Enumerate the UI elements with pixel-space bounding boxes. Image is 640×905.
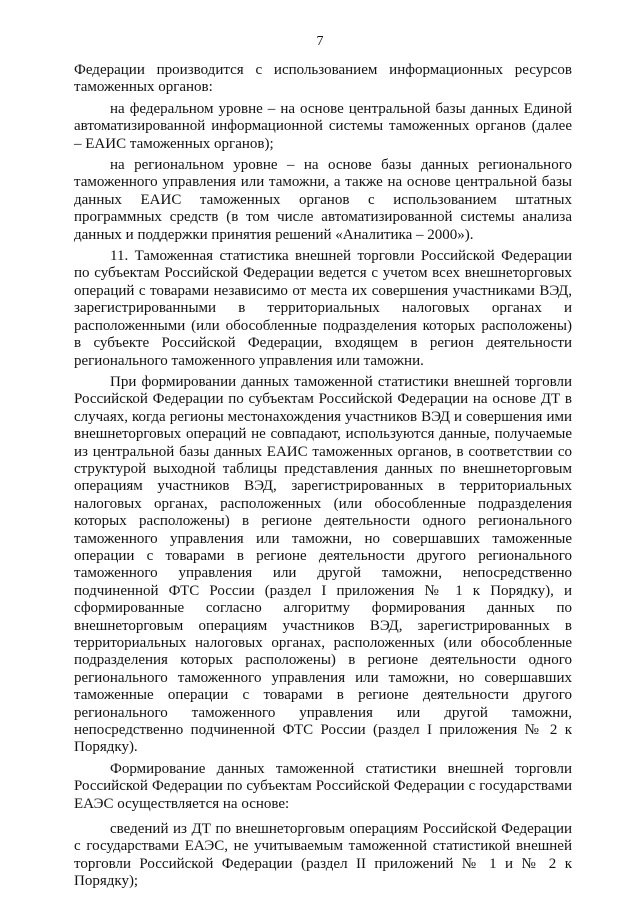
paragraph-federal-level: на федеральном уровне – на основе центральной базы данных Единой автоматизированной информационной системы таможенных органов (далее – ЕАИС таможенных органов);: [74, 100, 572, 152]
paragraph-regional-level: на региональном уровне – на основе базы данных регионального таможенного управления или таможни, а также на основе центральной базы данных ЕАИС таможенных органов с использованием штатных программных средств (в том числе автоматизированной системы анализа данных и поддержки принятия решений «Аналитика – 2000»).: [74, 157, 572, 243]
paragraph-formation-eaeu: Формирование данных таможенной статистики внешней торговли Российской Федерации по субъектам Российской Федерации с государствами ЕАЭС осуществляется на основе:: [74, 760, 572, 812]
paragraph-formation-dt: При формировании данных таможенной статистики внешней торговли Российской Федерации по субъектам Российской Федерации на основе ДТ в случаях, когда регионы местонахождения участников ВЭД и совершения ими внешнеторговых операций не совпадают, используются данные, получаемые из центральной базы данных ЕАИС таможенных органов, в соответствии со структурой выходной таблицы представления данных по внешнеторговым операциям участников ВЭД, зарегистрированных в территориальных налоговых органах, расположенных (или обособленные подразделения которых расположены) в регионе деятельности одного регионального таможенного управления или таможни, но совершавших таможенные операции с товарами в регионе деятельности другого регионального таможенного управления или другой таможни, непосредственно подчиненной ФТС России (раздел I приложения № 1 к Порядку), и сформированные согласно алгоритму формирования данных по внешнеторговым операциям участников ВЭД, зарегистрированных в территориальных налоговых органах, расположенных (или обособленные подразделения которых расположены) в регионе деятельности одного регионального таможенного управления или таможни, но совершавших таможенные операции с товарами в регионе деятельности другого регионального таможенного управления или другой таможни, непосредственно подчиненной ФТС России (раздел I приложения № 2 к Порядку).: [74, 373, 572, 756]
paragraph-item-11: 11. Таможенная статистика внешней торговли Российской Федерации по субъектам Российской Федерации ведется с учетом всех внешнеторговых операций с товарами независимо от места их совершения участниками ВЭД, зарегистрированными в территориальных налоговых органах и расположенными (или обособленные подразделения которых расположены) в субъекте Российской Федерации, входящем в регион деятельности регионального таможенного управления или таможни.: [74, 248, 572, 369]
page-number: 7: [316, 34, 324, 49]
paragraph-continuation: Федерации производится с использованием информационных ресурсов таможенных органов:: [74, 62, 572, 96]
body-text: [74, 62, 572, 895]
paragraph-dt-info: сведений из ДТ по внешнеторговым операциям Российской Федерации с государствами ЕАЭС, не учитываемым таможенной статистикой внешней торговли Российской Федерации (раздел II приложений № 1 и № 2 к Порядку);: [74, 821, 572, 890]
